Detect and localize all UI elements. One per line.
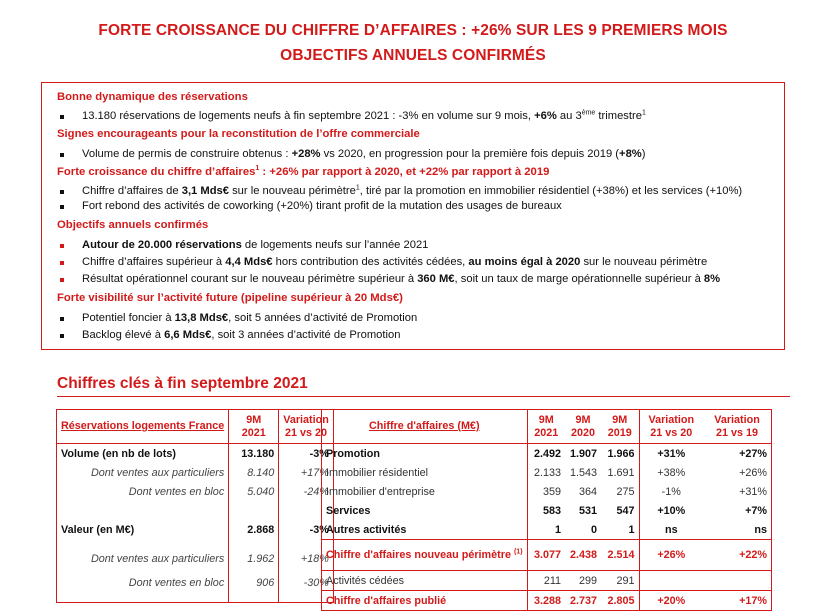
table-spacer — [57, 592, 333, 602]
t2-header-2020: 9M 2020 — [565, 410, 601, 444]
t2-header-label: Chiffre d'affaires (M€) — [322, 410, 527, 444]
table-row: Activités cédées 211 299 291 — [322, 571, 771, 591]
header-line-2: OBJECTIFS ANNUELS CONFIRMÉS — [280, 47, 546, 64]
table-row: Dont ventes aux particuliers 1.962 +18% — [57, 549, 333, 568]
table-row: Chiffre d'affaires publié 3.288 2.737 2.805 +20% +17% — [322, 591, 771, 611]
table-row: Dont ventes en bloc 906 -30% — [57, 573, 333, 592]
t2-header-var2119: Variation 21 vs 19 — [703, 410, 771, 444]
bullet-objective-margin: Résultat opérationnel courant sur le nouveau périmètre supérieur à 360 M€, soit un taux de marge opérationnelle supérieur à 8% — [82, 273, 721, 285]
bullet-land: Potentiel foncier à 13,8 Mds€, soit 5 années d’activité de Promotion — [82, 312, 418, 324]
table-row: Valeur (en M€) 2.868 -3% — [57, 520, 333, 539]
section-objectives-title: Objectifs annuels confirmés — [57, 219, 209, 231]
table-row: Promotion 2.492 1.907 1.966 +31% +27% — [322, 444, 771, 464]
bullet-coworking: Fort rebond des activités de coworking (+20%) tirant profit de la mutation des usages de bureaux — [82, 200, 562, 212]
bullet-permits: Volume de permis de construire obtenus : +28% vs 2020, en progression pour la première fois depuis 2019 (+8%) — [82, 148, 646, 160]
reservations-table — [57, 410, 333, 602]
t2-header-var2120: Variation 21 vs 20 — [639, 410, 703, 444]
t1-header-label: Réservations logements France — [57, 410, 229, 444]
highlights-box — [41, 82, 785, 350]
key-figures-title: Chiffres clés à fin septembre 2021 — [57, 375, 308, 392]
table-row: Dont ventes aux particuliers 8.140 +17% — [57, 463, 333, 482]
key-figures-rule — [57, 396, 790, 397]
bullet-objective-revenue: Chiffre d’affaires supérieur à 4,4 Mds€ hors contribution des activités cédées, au moins égal à 2020 sur le nouveau périmètre — [82, 256, 708, 268]
bullet-objective-reservations: Autour de 20.000 réservations de logements neufs sur l’année 2021 — [82, 239, 429, 251]
table-row: Immobilier résidentiel 2.133 1.543 1.691 +38% +26% — [322, 463, 771, 482]
bullet-revenue: Chiffre d’affaires de 3,1 Mds€ sur le nouveau périmètre$^1$, tiré par la promotion en immobilier résidentiel (+38%) et les services (+10%) — [82, 184, 743, 197]
section-offer-title: Signes encourageants pour la reconstitution de l’offre commerciale — [57, 128, 420, 140]
table-row: Chiffre d'affaires nouveau périmètre $^{(1)}$ 3.077 2.438 2.514 +26% +22% — [322, 540, 771, 571]
table-spacer — [57, 501, 333, 520]
table-row: Immobilier d'entreprise 359 364 275 -1% +31% — [322, 482, 771, 501]
table-row: Autres activités 1 0 1 ns ns — [322, 520, 771, 540]
section-reservations-title: Bonne dynamique des réservations — [57, 91, 248, 103]
section-revenue-title: Forte croissance du chiffre d’affaires$^1$ : +26% par rapport à 2020, et +22% par rapport à 2019 — [57, 165, 550, 178]
table-spacer — [57, 539, 333, 549]
table-row: Dont ventes en bloc 5.040 -24% — [57, 482, 333, 501]
bullet-backlog: Backlog élevé à 6,6 Mds€, soit 3 années d’activité de Promotion — [82, 329, 401, 341]
t2-header-2019: 9M 2019 — [601, 410, 639, 444]
t1-header-var: Variation 21 vs 20 — [279, 410, 333, 444]
bullet-reservations: 13.180 réservations de logements neufs à fin septembre 2021 : -3% en volume sur 9 mois, +6% au 3ème trimestre$^1$ — [82, 109, 646, 122]
table-row: Services 583 531 547 +10% +7% — [322, 501, 771, 520]
revenue-table — [322, 410, 771, 610]
t1-header-9m: 9M 2021 — [229, 410, 279, 444]
section-visibility-title: Forte visibilité sur l’activité future (pipeline supérieur à 20 Mds€) — [57, 292, 403, 304]
t2-header-2021: 9M 2021 — [527, 410, 565, 444]
table-row: Volume (en nb de lots) 13.180 -3% — [57, 444, 333, 464]
header-line-1: FORTE CROISSANCE DU CHIFFRE D’AFFAIRES : +26% SUR LES 9 PREMIERS MOIS — [98, 22, 728, 39]
